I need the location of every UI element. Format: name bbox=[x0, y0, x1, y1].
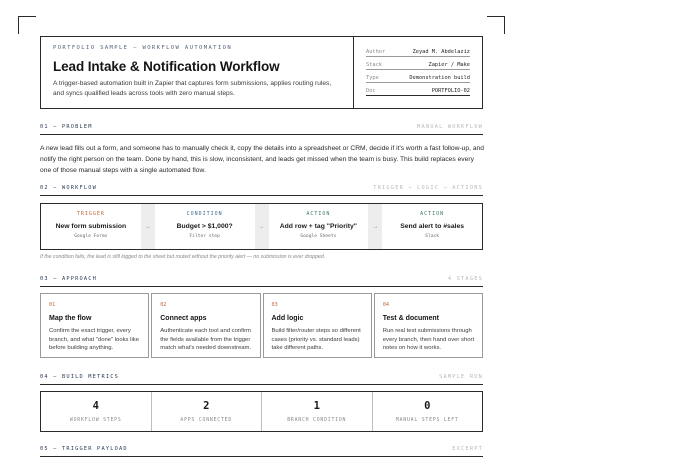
card-text: Authenticate each tool and confirm the fields available from the trigger match what's needed downstream. bbox=[160, 328, 252, 352]
page-title: Lead Intake & Notification Workflow bbox=[53, 59, 280, 74]
metric-apps-connected bbox=[152, 392, 263, 431]
workflow-step-action-sheet bbox=[269, 204, 369, 249]
card-title: Add logic bbox=[271, 315, 304, 322]
crop-mark-top-right bbox=[487, 16, 505, 34]
step-title: Budget > $1,000? bbox=[176, 223, 233, 230]
meta-row-stack bbox=[366, 58, 470, 70]
meta-table bbox=[354, 37, 482, 108]
metric-workflow-steps bbox=[41, 392, 152, 431]
section-aside: SAMPLE RUN bbox=[439, 374, 483, 380]
problem-text: A new lead fills out a form, and someone has to manually check it, copy the details into a spreadsheet or CRM, decide if it's worth a fast follow-up, and notify the right person on the team. Done by hand, this is slow, inconsistent, and leads get missed when the team is busy. This build replaces every one of those manual steps with a single automated flow. bbox=[40, 145, 484, 174]
meta-value: Zeyad M. Abdelaziz bbox=[412, 48, 470, 55]
metric-value: 2 bbox=[203, 400, 210, 412]
page-description: A trigger-based automation built in Zapier that captures form submissions, applies routing rules, and syncs qualified leads across tools with zero manual steps. bbox=[53, 80, 332, 97]
approach-cards bbox=[40, 293, 483, 358]
approach-card bbox=[263, 293, 372, 358]
arrow-icon: → bbox=[368, 204, 382, 249]
metric-value: 0 bbox=[424, 400, 431, 412]
meta-label: Doc bbox=[366, 87, 376, 94]
arrow-icon: → bbox=[141, 204, 155, 249]
metric-label: MANUAL STEPS LEFT bbox=[395, 418, 459, 423]
meta-label: Stack bbox=[366, 61, 382, 68]
meta-value: Demonstration build bbox=[409, 74, 470, 81]
step-app: Google Forms bbox=[74, 234, 108, 239]
card-title: Map the flow bbox=[49, 315, 92, 322]
arrow-icon: → bbox=[255, 204, 269, 249]
workflow-note: If the condition fails, the lead is still logged to the sheet but routed without the priority alert — no submission is ever dropped. bbox=[40, 254, 326, 260]
metric-label: WORKFLOW STEPS bbox=[69, 418, 122, 423]
section-title: 04 — BUILD METRICS bbox=[40, 374, 120, 380]
section-aside: EXCERPT bbox=[452, 446, 483, 452]
card-text: Confirm the exact trigger, every branch, and what "done" looks like before building anything. bbox=[49, 328, 139, 352]
section-title: 01 — PROBLEM bbox=[40, 124, 93, 130]
metric-branch-condition bbox=[262, 392, 373, 431]
meta-row-author bbox=[366, 45, 470, 57]
section-divider bbox=[40, 384, 483, 385]
section-divider bbox=[40, 134, 483, 135]
card-text: Run real test submissions through every branch, then hand over short notes on how it works. bbox=[382, 328, 475, 352]
metric-manual-steps-left bbox=[373, 392, 483, 431]
card-number: 02 bbox=[160, 302, 167, 308]
section-header-approach bbox=[40, 276, 483, 284]
metrics-panel bbox=[40, 391, 483, 432]
step-kind: CONDITION bbox=[186, 211, 223, 217]
section-title: 02 — WORKFLOW bbox=[40, 185, 98, 191]
card-title: Connect apps bbox=[160, 315, 207, 322]
approach-card bbox=[40, 293, 149, 358]
step-kind: ACTION bbox=[306, 211, 331, 217]
section-title: 05 — TRIGGER PAYLOAD bbox=[40, 446, 128, 452]
card-title: Test & document bbox=[382, 315, 440, 322]
document-header bbox=[40, 36, 483, 109]
step-title: New form submission bbox=[55, 223, 127, 230]
section-header-problem bbox=[40, 124, 483, 132]
section-aside: 4 STAGES bbox=[447, 276, 483, 282]
metric-label: APPS CONNECTED bbox=[180, 418, 233, 423]
section-aside: TRIGGER → LOGIC → ACTIONS bbox=[373, 185, 483, 191]
card-number: 04 bbox=[382, 302, 389, 308]
meta-label: Type bbox=[366, 74, 379, 81]
meta-row-type bbox=[366, 71, 470, 83]
card-number: 01 bbox=[49, 302, 56, 308]
step-title: Add row + tag "Priority" bbox=[279, 223, 357, 230]
meta-row-doc bbox=[366, 84, 470, 96]
step-kind: TRIGGER bbox=[76, 211, 105, 217]
workflow-step-condition bbox=[155, 204, 255, 249]
step-app: Filter step bbox=[189, 234, 220, 239]
section-title: 03 — APPROACH bbox=[40, 276, 98, 282]
section-divider bbox=[40, 195, 483, 196]
metric-value: 1 bbox=[313, 400, 320, 412]
approach-card bbox=[374, 293, 483, 358]
section-divider bbox=[40, 286, 483, 287]
workflow-step-action-slack bbox=[382, 204, 482, 249]
crop-mark-top-left bbox=[18, 16, 36, 34]
meta-value: Zapier / Make bbox=[428, 61, 470, 68]
meta-value: PORTFOLIO-02 bbox=[431, 87, 470, 94]
section-header-payload bbox=[40, 446, 483, 454]
step-app: Google Sheets bbox=[300, 234, 337, 239]
workflow-step-trigger bbox=[41, 204, 141, 249]
metric-label: BRANCH CONDITION bbox=[287, 418, 347, 423]
section-aside: MANUAL WORKFLOW bbox=[417, 124, 483, 130]
approach-card bbox=[151, 293, 260, 358]
header-main bbox=[41, 37, 354, 108]
step-app: Slack bbox=[425, 234, 440, 239]
metric-value: 4 bbox=[92, 400, 99, 412]
step-title: Send alert to #sales bbox=[400, 223, 465, 230]
section-divider bbox=[40, 456, 483, 457]
card-text: Build filter/router steps so different cases (priority vs. standard leads) take different paths. bbox=[271, 328, 361, 352]
section-header-workflow bbox=[40, 185, 483, 193]
meta-label: Author bbox=[366, 48, 386, 55]
card-number: 03 bbox=[271, 302, 278, 308]
section-header-metrics bbox=[40, 374, 483, 382]
eyebrow: PORTFOLIO SAMPLE — WORKFLOW AUTOMATION bbox=[53, 45, 233, 51]
step-kind: ACTION bbox=[420, 211, 445, 217]
workflow-diagram bbox=[40, 203, 483, 250]
